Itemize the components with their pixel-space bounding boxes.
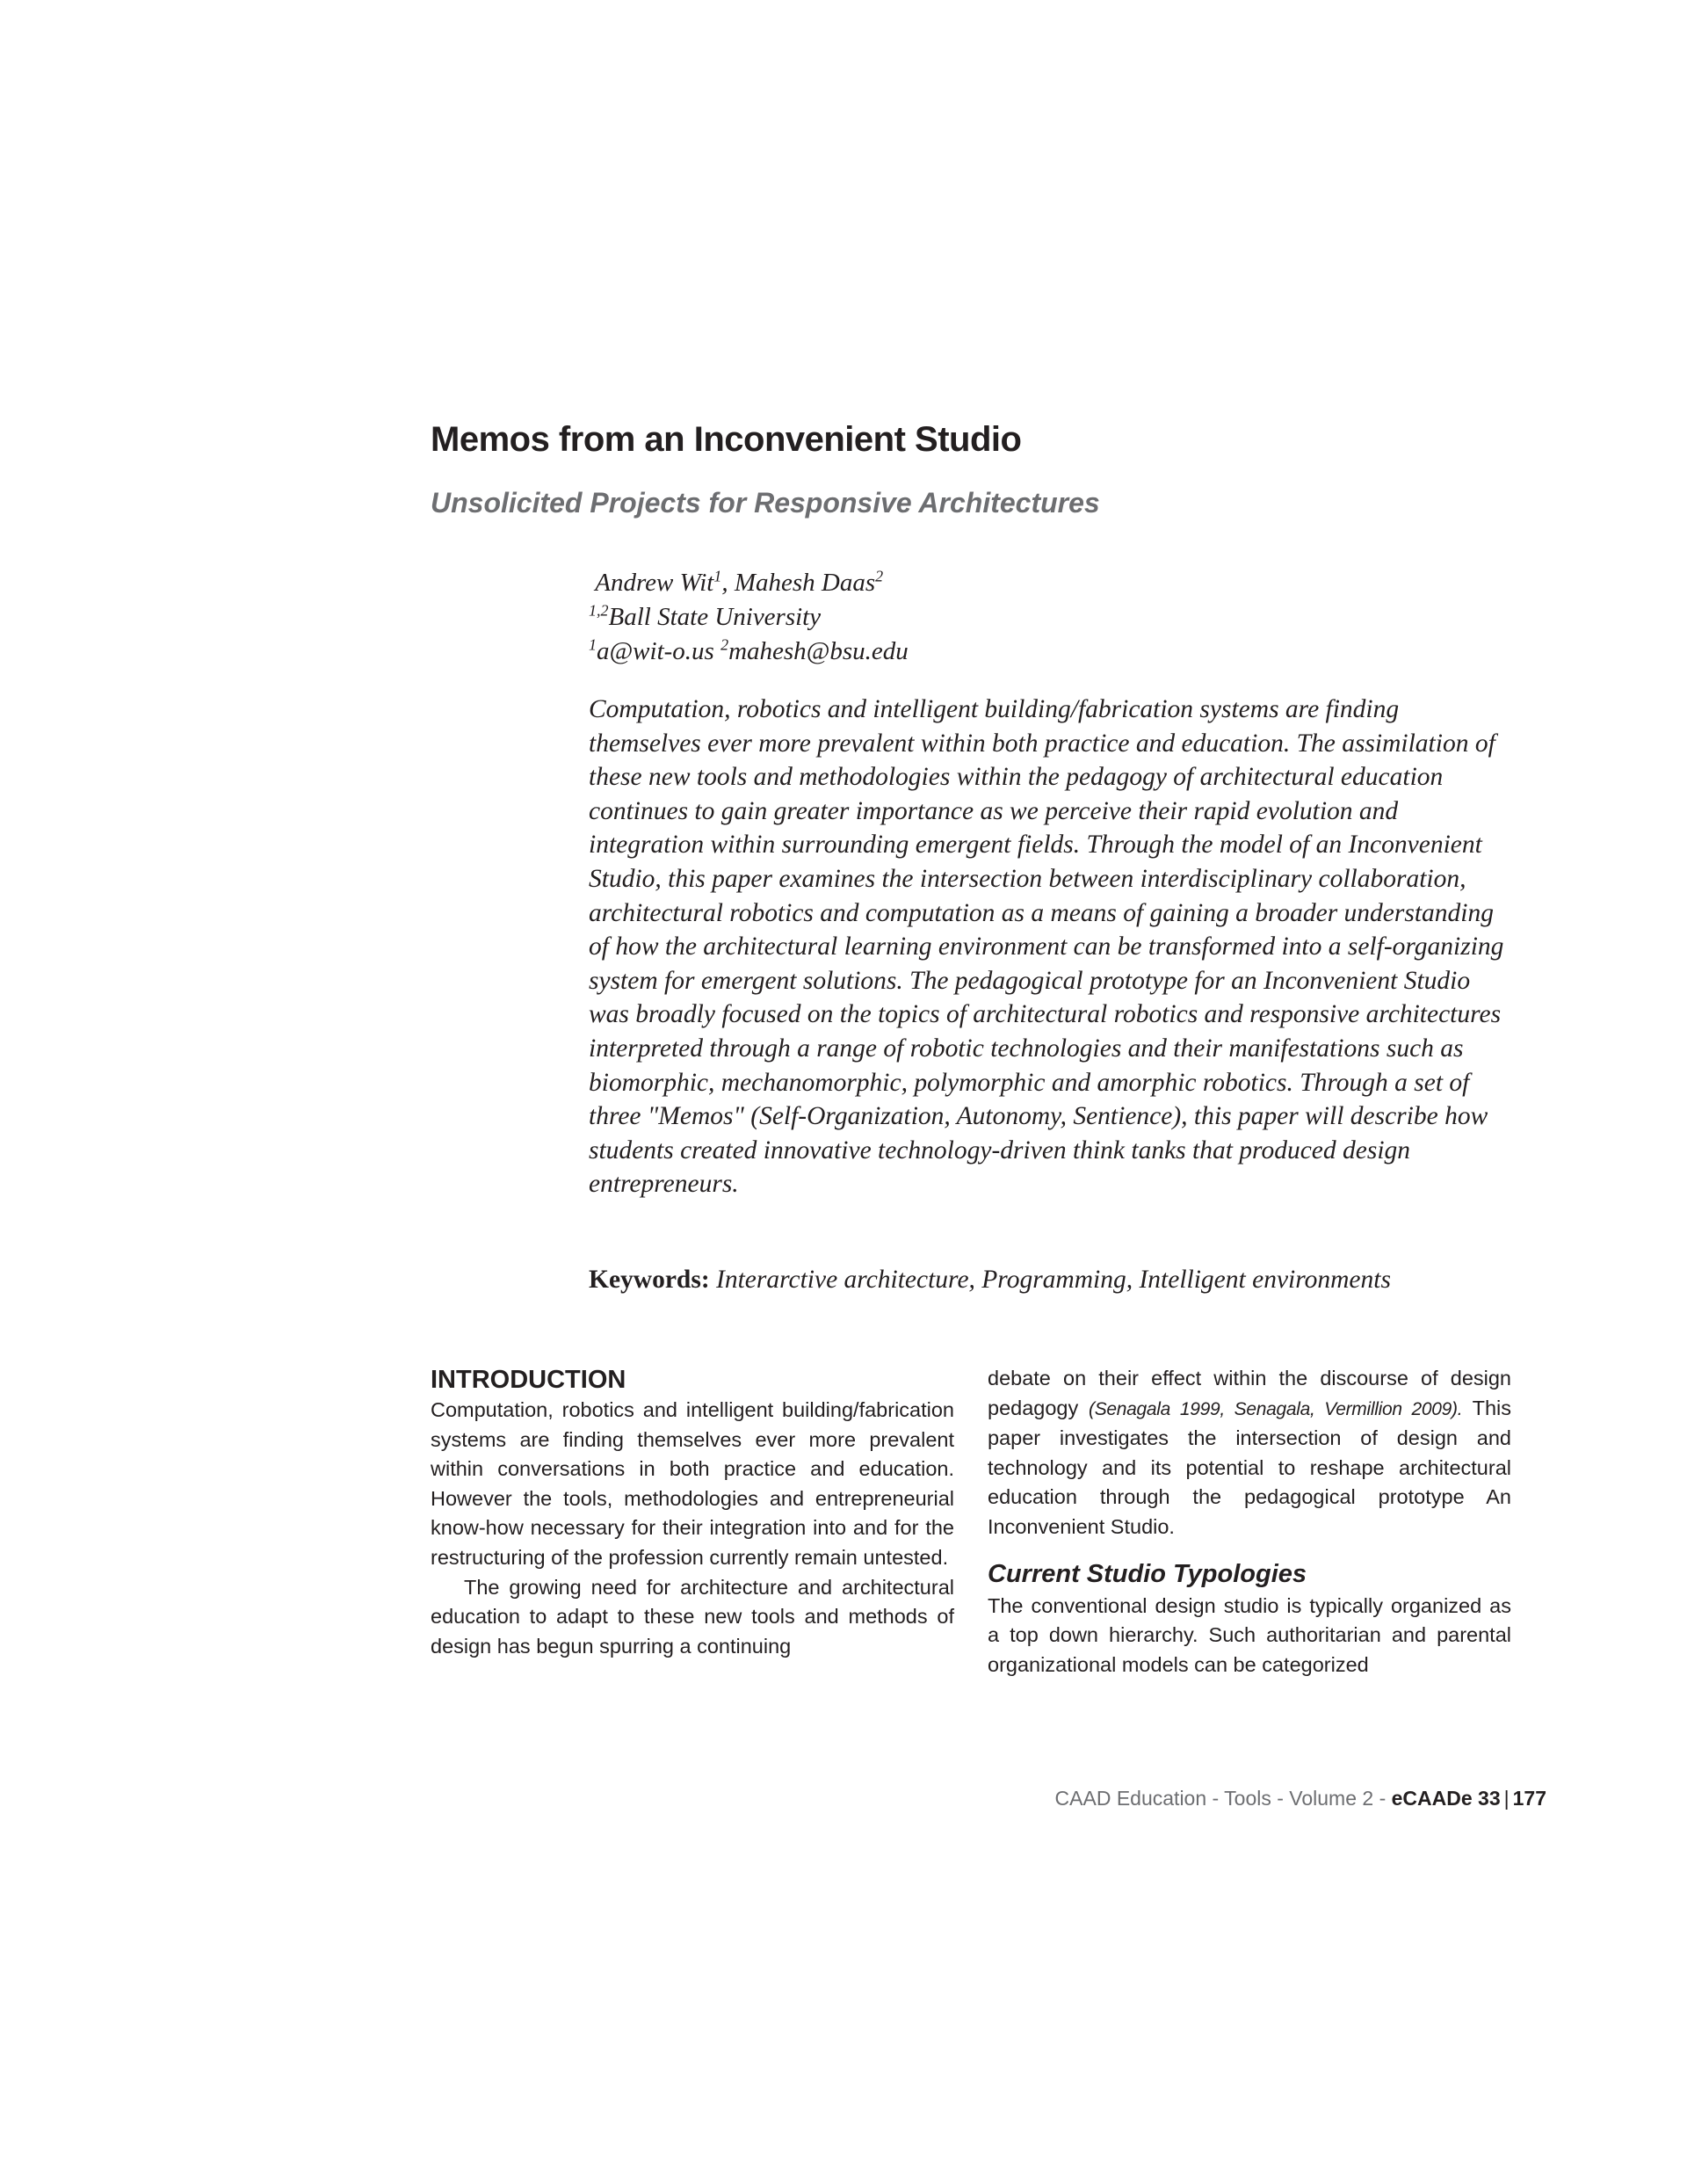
author-name-1: Andrew Wit: [595, 569, 714, 597]
email-superscript-1: 1: [589, 635, 597, 654]
body-column-left: [431, 1364, 954, 1661]
paper-subtitle: Unsolicited Projects for Responsive Architectures: [431, 487, 1100, 519]
author-block: [589, 566, 1555, 669]
email-2: mahesh@bsu.edu: [728, 637, 909, 665]
keywords: [589, 1266, 1555, 1295]
footer-series: CAAD Education - Tools - Volume 2 -: [1054, 1787, 1392, 1810]
affiliation-superscript: 1,2: [589, 601, 609, 620]
author-separator: ,: [721, 569, 735, 597]
email-1: a@wit-o.us: [597, 637, 714, 665]
author-name-2: Mahesh Daas: [734, 569, 876, 597]
introduction-paragraph-1: Computation, robotics and intelligent building/fabrication systems are finding themselves ever more prevalent within conversations in both practice and education. However the tools, methodologies and entrepreneurial know-how necessary for their integration into and for the restructuring of the profession currently remain untested.: [431, 1398, 954, 1569]
footer-conference: eCAADe 33: [1391, 1787, 1501, 1810]
introduction-paragraph-2: The growing need for architecture and architectural education to adapt to these new tools and methods of design has begun spurring a continuing: [431, 1575, 954, 1658]
paragraph-text: This paper investigates the intersection of design and technology and its potential to reshape architectural education through the pedagogical prototype An Inconvenient Studio.: [988, 1396, 1511, 1538]
keywords-list: Interarctive architecture, Programming, Intelligent environments: [716, 1266, 1391, 1294]
author-line: [589, 566, 1555, 600]
paper-title: Memos from an Inconvenient Studio: [431, 420, 1022, 459]
email-superscript-2: 2: [720, 635, 729, 654]
introduction-paragraph-2-continued: [988, 1364, 1511, 1542]
affiliation-line: [589, 600, 1555, 635]
footer-separator: |: [1503, 1787, 1510, 1810]
page-footer: [879, 1787, 1546, 1810]
keywords-label: Keywords:: [589, 1266, 710, 1294]
affiliation: Ball State University: [608, 603, 822, 631]
paragraph-text: debate on their effect within the discourse of design pedagogy: [988, 1367, 1511, 1419]
citation: (Senagala 1999, Senagala, Vermillion 2009).: [1089, 1398, 1463, 1419]
abstract: Computation, robotics and intelligent building/fabrication systems are finding themselves ever more prevalent within both practice and education. The assimilation of these new tools and methodologies within the pedagogy of architectural education continues to gain greater importance as we perceive their rapid evolution and integration within surrounding emergent fields. Through the model of an Inconvenient Studio, this paper examines the intersection between interdisciplinary collaboration, architectural robotics and computation as a means of gaining a broader understanding of how the architectural learning environment can be transformed into a self-organizing system for emergent solutions. The pedagogical prototype for an Inconvenient Studio was broadly focused on the topics of architectural robotics and responsive architectures interpreted through a range of robotic technologies and their manifestations such as biomorphic, mechanomorphic, polymorphic and amorphic robotics. Through a set of three "Memos" (Self-Organization, Autonomy, Sentience), this paper will describe how students created innovative technology-driven think tanks that produced design entrepreneurs.: [589, 695, 1504, 1199]
email-line: [589, 635, 1555, 669]
author-superscript-2: 2: [875, 567, 884, 585]
current-studio-typologies-heading: Current Studio Typologies: [988, 1559, 1307, 1588]
author-superscript-1: 1: [713, 567, 722, 585]
body-column-right: [988, 1364, 1511, 1680]
page-number: 177: [1512, 1787, 1546, 1810]
introduction-heading: INTRODUCTION: [431, 1366, 626, 1394]
studio-typologies-paragraph: The conventional design studio is typically organized as a top down hierarchy. Such authoritarian and parental organizational models can be categorized: [988, 1593, 1511, 1676]
